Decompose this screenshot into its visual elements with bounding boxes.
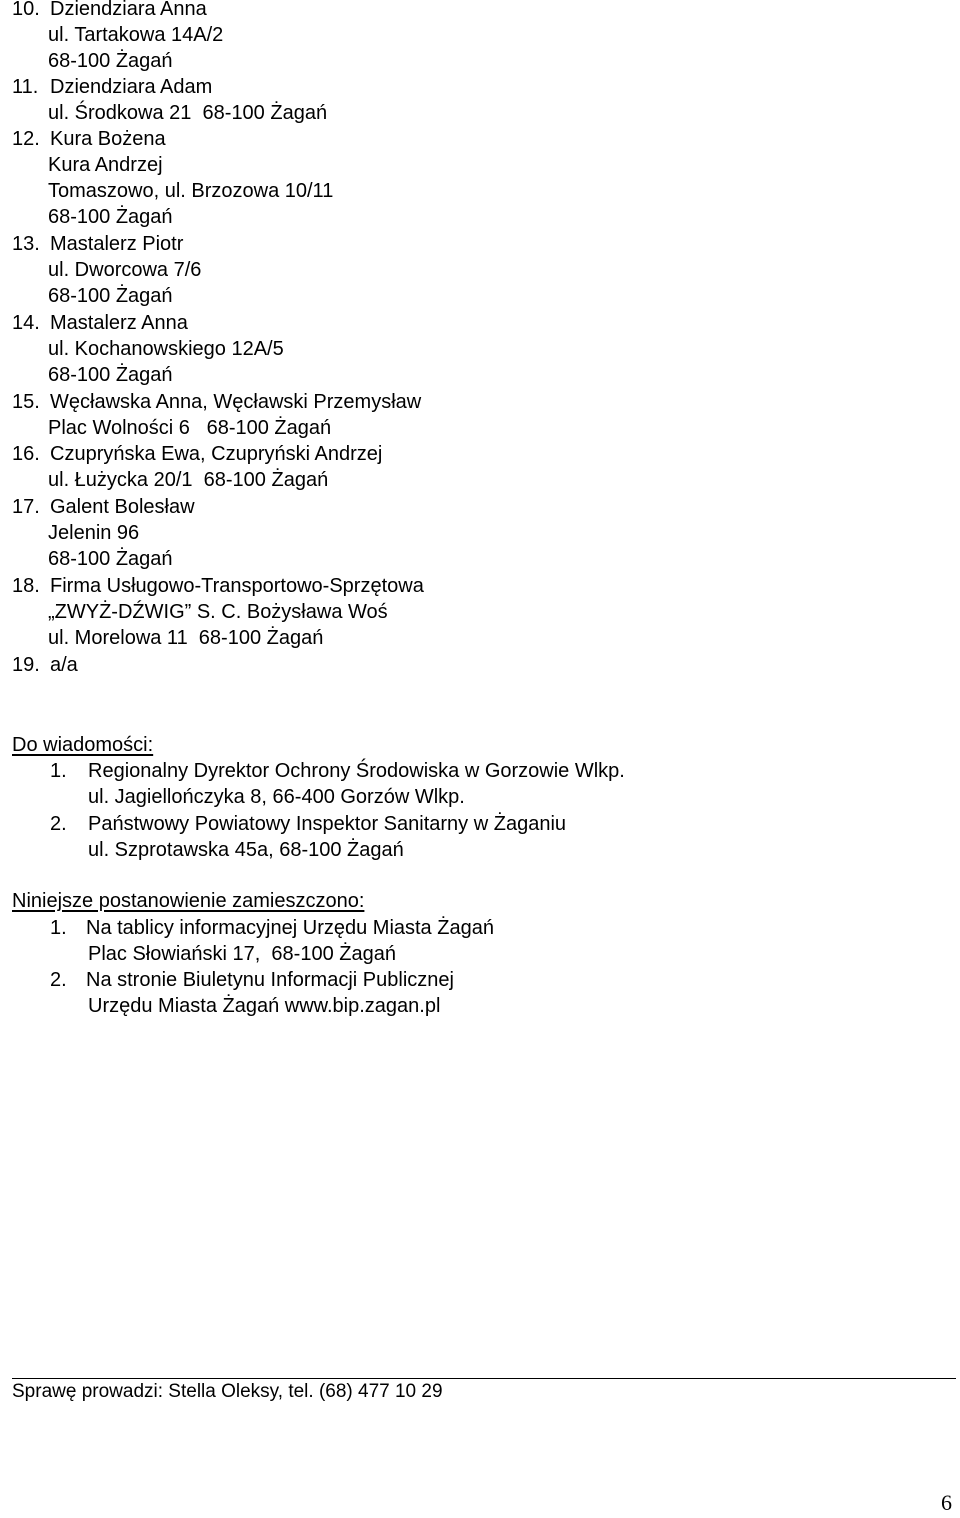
recipient-10-city: 68-100 Żagań bbox=[48, 50, 173, 72]
recipient-17-number: 17. bbox=[12, 496, 40, 518]
recipient-10-number: 10. bbox=[12, 0, 40, 20]
cc-item-2-name: Państwowy Powiatowy Inspektor Sanitarny w Żaganiu bbox=[88, 813, 567, 835]
recipient-14-street: ul. Kochanowskiego 12A/5 bbox=[48, 338, 284, 360]
recipient-14-number: 14. bbox=[12, 312, 40, 334]
recipient-17-street: Jelenin 96 bbox=[48, 522, 140, 544]
recipient-10-street: ul. Tartakowa 14A/2 bbox=[48, 24, 224, 46]
recipient-13-street: ul. Dworcowa 7/6 bbox=[48, 259, 202, 281]
posting-item-2-number: 2. bbox=[50, 969, 67, 991]
posting-item-1-text: Na tablicy informacyjnej Urzędu Miasta Żagań bbox=[86, 917, 494, 939]
posting-item-1-address: Plac Słowiański 17, 68-100 Żagań bbox=[88, 943, 396, 965]
recipient-13-name: Mastalerz Piotr bbox=[50, 233, 184, 255]
recipient-18-number: 18. bbox=[12, 575, 40, 597]
recipient-12-city: 68-100 Żagań bbox=[48, 206, 173, 228]
recipient-11-name: Dziendziara Adam bbox=[50, 76, 213, 98]
page-number: 6 bbox=[941, 1490, 952, 1515]
recipient-19-text: a/a bbox=[50, 654, 78, 676]
recipient-16-name: Czupryńska Ewa, Czupryński Andrzej bbox=[50, 443, 383, 465]
posting-item-1-number: 1. bbox=[50, 917, 67, 939]
cc-item-1-address: ul. Jagiellończyka 8, 66-400 Gorzów Wlkp. bbox=[88, 786, 465, 808]
recipient-12-name-1: Kura Bożena bbox=[50, 128, 166, 150]
recipient-18-name: Firma Usługowo-Transportowo-Sprzętowa bbox=[50, 575, 424, 597]
recipient-16-address: ul. Łużycka 20/1 68-100 Żagań bbox=[48, 469, 329, 491]
cc-item-1-number: 1. bbox=[50, 760, 67, 782]
footer-divider bbox=[12, 1378, 956, 1379]
recipient-15-address: Plac Wolności 6 68-100 Żagań bbox=[48, 417, 332, 439]
posting-heading: Niniejsze postanowienie zamieszczono: bbox=[12, 890, 365, 912]
cc-heading: Do wiadomości: bbox=[12, 734, 154, 756]
recipient-17-city: 68-100 Żagań bbox=[48, 548, 173, 570]
recipient-14-name: Mastalerz Anna bbox=[50, 312, 188, 334]
posting-item-2-website: Urzędu Miasta Żagań www.bip.zagan.pl bbox=[88, 995, 441, 1017]
posting-item-2-text: Na stronie Biuletynu Informacji Publicznej bbox=[86, 969, 454, 991]
recipient-12-street: Tomaszowo, ul. Brzozowa 10/11 bbox=[48, 180, 334, 202]
recipient-18-address: ul. Morelowa 11 68-100 Żagań bbox=[48, 627, 324, 649]
cc-item-1-name: Regionalny Dyrektor Ochrony Środowiska w Gorzowie Wlkp. bbox=[88, 760, 625, 782]
recipient-15-name: Węcławska Anna, Węcławski Przemysław bbox=[50, 391, 422, 413]
recipient-17-name: Galent Bolesław bbox=[50, 496, 195, 518]
cc-item-2-address: ul. Szprotawska 45a, 68-100 Żagań bbox=[88, 839, 404, 861]
recipient-15-number: 15. bbox=[12, 391, 40, 413]
cc-item-2-number: 2. bbox=[50, 813, 67, 835]
recipient-12-name-2: Kura Andrzej bbox=[48, 154, 163, 176]
recipient-14-city: 68-100 Żagań bbox=[48, 364, 173, 386]
recipient-16-number: 16. bbox=[12, 443, 40, 465]
footer-contact: Sprawę prowadzi: Stella Oleksy, tel. (68) 477 10 29 bbox=[12, 1381, 443, 1402]
recipient-10-name: Dziendziara Anna bbox=[50, 0, 207, 20]
recipient-13-city: 68-100 Żagań bbox=[48, 285, 173, 307]
recipient-19-number: 19. bbox=[12, 654, 40, 676]
recipient-11-number: 11. bbox=[12, 76, 39, 98]
recipient-13-number: 13. bbox=[12, 233, 40, 255]
recipient-18-company: „ZWYŻ-DŹWIG” S. C. Bożysława Woś bbox=[48, 601, 388, 623]
recipient-11-address: ul. Środkowa 21 68-100 Żagań bbox=[48, 102, 328, 124]
recipient-12-number: 12. bbox=[12, 128, 40, 150]
